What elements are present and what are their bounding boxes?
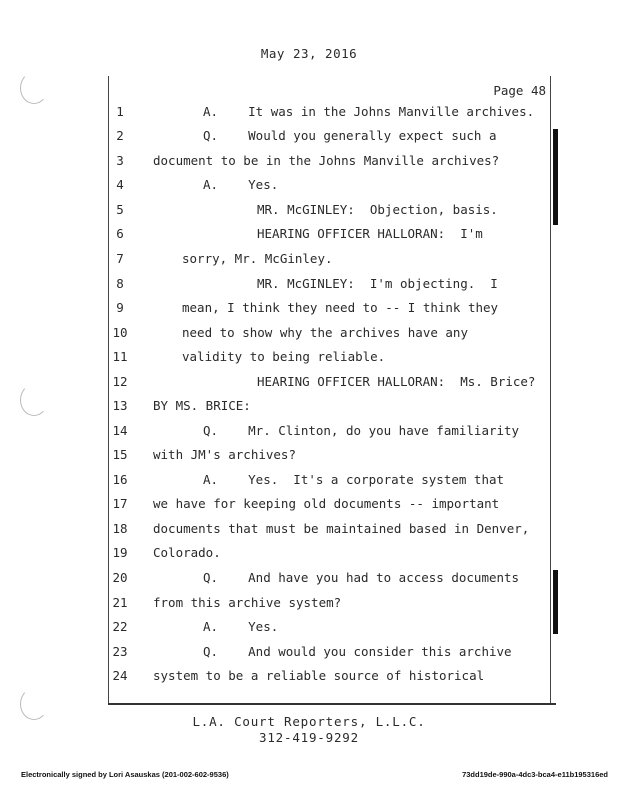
punch-hole-mark [20,72,48,104]
line-number: 4 [116,177,124,192]
line-number: 21 [112,595,128,610]
transcript-line: need to show why the archives have any [182,325,468,340]
line-number: 5 [116,202,124,217]
transcript-line: we have for keeping old documents -- important [153,496,500,511]
line-number: 18 [112,521,128,536]
reporter-firm: L.A. Court Reporters, L.L.C. [192,714,426,729]
transcript-line: Q. Mr. Clinton, do you have familiarity [203,423,520,438]
transcript-line: HEARING OFFICER HALLORAN: Ms. Brice? [257,374,536,389]
transcript-line: MR. McGINLEY: I'm objecting. I [257,276,498,291]
transcript-line: A. Yes. [203,619,279,634]
line-number: 24 [112,668,128,683]
transcript-line: BY MS. BRICE: [153,398,251,413]
line-number: 22 [112,619,128,634]
transcript-line: documents that must be maintained based in Denver, [153,521,530,536]
transcript-line: validity to being reliable. [182,349,386,364]
reporter-phone: 312-419-9292 [259,730,359,745]
line-number: 17 [112,496,128,511]
line-number: 7 [116,251,124,266]
line-number: 3 [116,153,124,168]
transcript-line: from this archive system? [153,595,342,610]
transcript-line: A. Yes. It's a corporate system that [203,472,505,487]
transcript-line: Colorado. [153,545,221,560]
line-number: 13 [112,398,128,413]
transcript-line: A. It was in the Johns Manville archives. [203,104,535,119]
line-number: 2 [116,128,124,143]
margin-bar [553,570,558,634]
punch-hole-mark [20,384,48,416]
transcript-line: MR. McGINLEY: Objection, basis. [257,202,498,217]
page-number: Page 48 [493,83,546,98]
document-hash: 73dd19de-990a-4dc3-bca4-e11b195316ed [462,770,608,779]
line-number: 16 [112,472,128,487]
transcript-line: A. Yes. [203,177,279,192]
transcript-line: Q. And have you had to access documents [203,570,520,585]
transcript-date: May 23, 2016 [260,46,358,61]
line-number: 15 [112,447,128,462]
transcript-line: document to be in the Johns Manville archives? [153,153,500,168]
line-number: 8 [116,276,124,291]
transcript-line: Q. Would you generally expect such a [203,128,497,143]
line-number: 1 [116,104,124,119]
line-number: 19 [112,545,128,560]
line-number: 20 [112,570,128,585]
line-number: 10 [112,325,128,340]
transcript-line: Q. And would you consider this archive [203,644,512,659]
electronic-signature-note: Electronically signed by Lori Asauskas (201-002-602-9536) [21,770,229,779]
transcript-line: HEARING OFFICER HALLORAN: I'm [257,226,483,241]
line-number: 9 [116,300,124,315]
line-number: 11 [112,349,128,364]
transcript-line: system to be a reliable source of historical [153,668,485,683]
line-number: 23 [112,644,128,659]
margin-bar [553,129,558,225]
line-number: 12 [112,374,128,389]
line-number: 6 [116,226,124,241]
transcript-line: sorry, Mr. McGinley. [182,251,333,266]
line-number: 14 [112,423,128,438]
bottom-rule [108,703,556,705]
transcript-line: with JM's archives? [153,447,296,462]
transcript-line: mean, I think they need to -- I think they [182,300,499,315]
